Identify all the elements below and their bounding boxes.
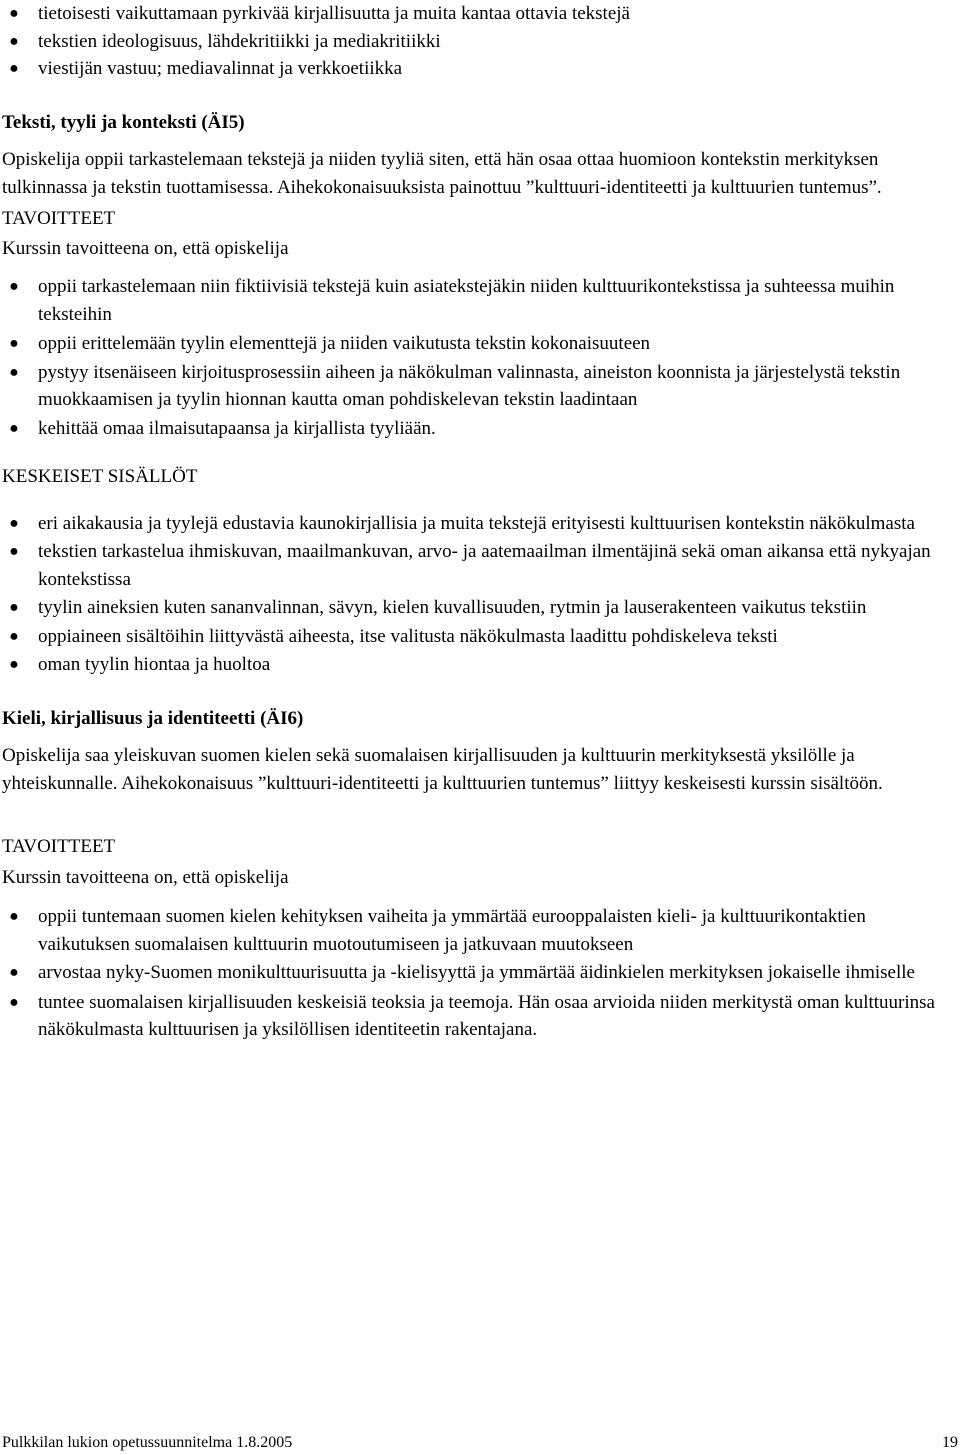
list-item: ● tietoisesti vaikuttamaan pyrkivää kirjallisuutta ja muita kantaa ottavia tekstejä <box>2 0 958 28</box>
goals-list-ai5 <box>2 273 958 442</box>
bullet-icon: ● <box>9 993 19 1011</box>
list-item: ● eri aikakausia ja tyylejä edustavia kaunokirjallisia ja muita tekstejä erityisesti kulttuurisen kontekstin näkökulmasta <box>2 510 958 538</box>
page-footer <box>0 1433 960 1453</box>
list-item: ● oppii erittelemään tyylin elementtejä ja niiden vaikutusta tekstin kokonaisuuteen <box>2 330 958 358</box>
list-item: ● kehittää omaa ilmaisutapaansa ja kirjallista tyyliään. <box>2 415 958 443</box>
section-intro-ai5: Opiskelija oppii tarkastelemaan tekstejä ja niiden tyyliä siten, että hän osaa ottaa huomioon kontekstin merkityksen tulkinnassa ja tekstin tuottamisessa. Aihekokonaisuuksista painottuu ”kulttuuri-identiteetti ja kulttuurien tuntemus”. <box>2 149 882 198</box>
list-item: ● oman tyylin hiontaa ja huoltoa <box>2 651 958 679</box>
list-item: ● viestijän vastuu; mediavalinnat ja verkkoetiikka <box>2 55 958 83</box>
bullet-icon: ● <box>9 419 19 437</box>
bullet-icon: ● <box>9 278 19 295</box>
list-item: ● tekstien ideologisuus, lähdekritiikki ja mediakritiikki <box>2 28 958 56</box>
footer-page-number: 19 <box>942 1434 958 1451</box>
list-item: ● oppii tuntemaan suomen kielen kehityksen vaiheita ja ymmärtää eurooppalaisten kieli- ja kulttuurikontaktien vaikutuksen suomalaisen kulttuurin muotoutumiseen ja jatkuvaan muutokseen <box>2 903 958 958</box>
goals-lead-ai6: Kurssin tavoitteena on, että opiskelija <box>2 866 289 888</box>
bullet-icon: ● <box>9 363 19 381</box>
list-item: ● arvostaa nyky-Suomen monikulttuurisuutta ja -kielisyyttä ja ymmärtää äidinkielen merkityksen jokaiselle ihmiselle <box>2 959 958 987</box>
list-item: ● pystyy itsenäiseen kirjoitusprosessiin aiheen ja näkökulman valinnasta, aineiston koonnista ja järjestelystä tekstin muokkaamisen ja tyylin hionnan kautta oman pohdiskelevan tekstin laadintaan <box>2 359 958 414</box>
goals-lead-ai5: Kurssin tavoitteena on, että opiskelija <box>2 237 289 259</box>
contents-list-ai5 <box>2 510 958 679</box>
top-bullet-list <box>2 0 958 83</box>
goals-heading-ai5: TAVOITTEET <box>2 208 116 229</box>
bullet-icon: ● <box>9 627 19 645</box>
goals-list-ai6 <box>2 903 958 1044</box>
section-title-ai5: Teksti, tyyli ja konteksti (ÄI5) <box>2 111 245 133</box>
contents-heading-ai5: KESKEISET SISÄLLÖT <box>2 466 198 487</box>
bullet-icon: ● <box>9 964 19 981</box>
footer-document-title: Pulkkilan lukion opetussuunnitelma 1.8.2005 <box>2 1434 293 1451</box>
list-item: ● oppii tarkastelemaan niin fiktiivisiä tekstejä kuin asiatekstejäkin niiden kulttuurikontekstissa ja suhteessa muihin teksteihin <box>2 273 958 328</box>
bullet-icon: ● <box>9 656 19 673</box>
document-page <box>2 0 958 1044</box>
goals-heading-ai6: TAVOITTEET <box>2 836 116 857</box>
bullet-icon: ● <box>9 543 19 560</box>
bullet-icon: ● <box>9 335 19 352</box>
list-item: ● tuntee suomalaisen kirjallisuuden keskeisiä teoksia ja teemoja. Hän osaa arvioida niiden merkitystä oman kulttuurinsa näkökulmasta kulttuurisen ja yksilöllisen identiteetin rakentajana. <box>2 989 958 1044</box>
bullet-icon: ● <box>9 60 19 77</box>
bullet-icon: ● <box>9 32 19 50</box>
bullet-icon: ● <box>9 5 19 22</box>
bullet-icon: ● <box>9 514 19 532</box>
bullet-icon: ● <box>9 599 19 616</box>
list-item: ● tyylin aineksien kuten sananvalinnan, sävyn, kielen kuvallisuuden, rytmin ja lauserakenteen vaikutus tekstiin <box>2 594 958 622</box>
bullet-icon: ● <box>9 908 19 925</box>
list-item: ● oppiaineen sisältöihin liittyvästä aiheesta, itse valitusta näkökulmasta laadittu pohdiskeleva teksti <box>2 623 958 651</box>
list-item: ● tekstien tarkastelua ihmiskuvan, maailmankuvan, arvo- ja aatemaailman ilmentäjinä sekä oman aikansa että nykyajan kontekstissa <box>2 538 958 593</box>
section-intro-ai6: Opiskelija saa yleiskuvan suomen kielen sekä suomalaisen kirjallisuuden ja kulttuurin merkityksestä yksilölle ja yhteiskunnalle. Aihekokonaisuus ”kulttuuri-identiteetti ja kulttuurien tuntemus” liittyy keskeisesti kurssin sisältöön. <box>2 745 883 794</box>
section-title-ai6: Kieli, kirjallisuus ja identiteetti (ÄI6) <box>2 707 304 729</box>
